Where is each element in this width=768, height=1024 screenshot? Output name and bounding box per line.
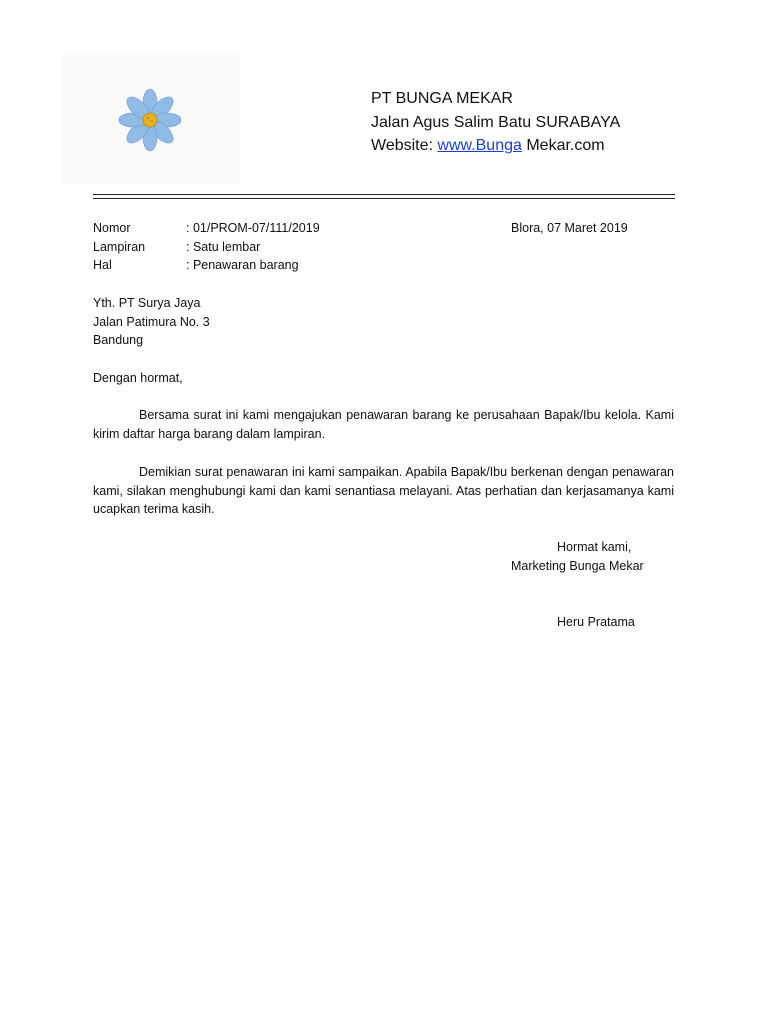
- body-paragraph: Bersama surat ini kami mengajukan penawaran barang ke perusahaan Bapak/Ibu kelola. Kami kirim daftar harga barang dalam lampiran.: [93, 408, 674, 441]
- hal-label: Hal: [93, 258, 112, 273]
- company-address: Jalan Agus Salim Batu SURABAYA: [371, 113, 621, 131]
- nomor-label: Nomor: [93, 221, 131, 235]
- website-suffix: Mekar.com: [521, 137, 605, 154]
- letterhead-divider-top: [93, 194, 675, 195]
- hal-value: : Penawaran barang: [186, 258, 299, 273]
- company-header: [371, 87, 620, 158]
- website-prefix: Website:: [371, 137, 438, 154]
- lampiran-label: Lampiran: [93, 239, 146, 254]
- letterhead-divider-bottom: [93, 198, 675, 199]
- recipient-line: Jalan Patimura No. 3: [93, 314, 210, 329]
- closing-position: Marketing Bunga Mekar: [511, 559, 644, 573]
- website-link[interactable]: www.Bunga: [437, 137, 522, 154]
- nomor-value: : 01/PROM-07/111/2019: [186, 221, 320, 235]
- company-logo: [62, 52, 240, 184]
- recipient-line: Bandung: [93, 333, 144, 348]
- letter-date: Blora, 07 Maret 2019: [511, 221, 628, 235]
- recipient-address: [93, 294, 210, 350]
- body-paragraph: Demikian surat penawaran ini kami sampaikan. Apabila Bapak/Ibu berkenan dengan penawaran kami, silakan menghubungi kami dan kami senantiasa melayani. Atas perhatian dan kerjasamanya kami ucapkan terima kasih.: [93, 465, 674, 517]
- salutation: Dengan hormat,: [93, 371, 183, 385]
- company-name: PT BUNGA MEKAR: [371, 90, 513, 107]
- signer-name: Heru Pratama: [557, 615, 635, 629]
- daisy-flower-icon: [110, 88, 190, 152]
- company-website: [371, 134, 620, 158]
- closing-regards: Hormat kami,: [557, 540, 632, 554]
- lampiran-value: : Satu lembar: [186, 239, 261, 254]
- recipient-line: Yth. PT Surya Jaya: [93, 296, 201, 310]
